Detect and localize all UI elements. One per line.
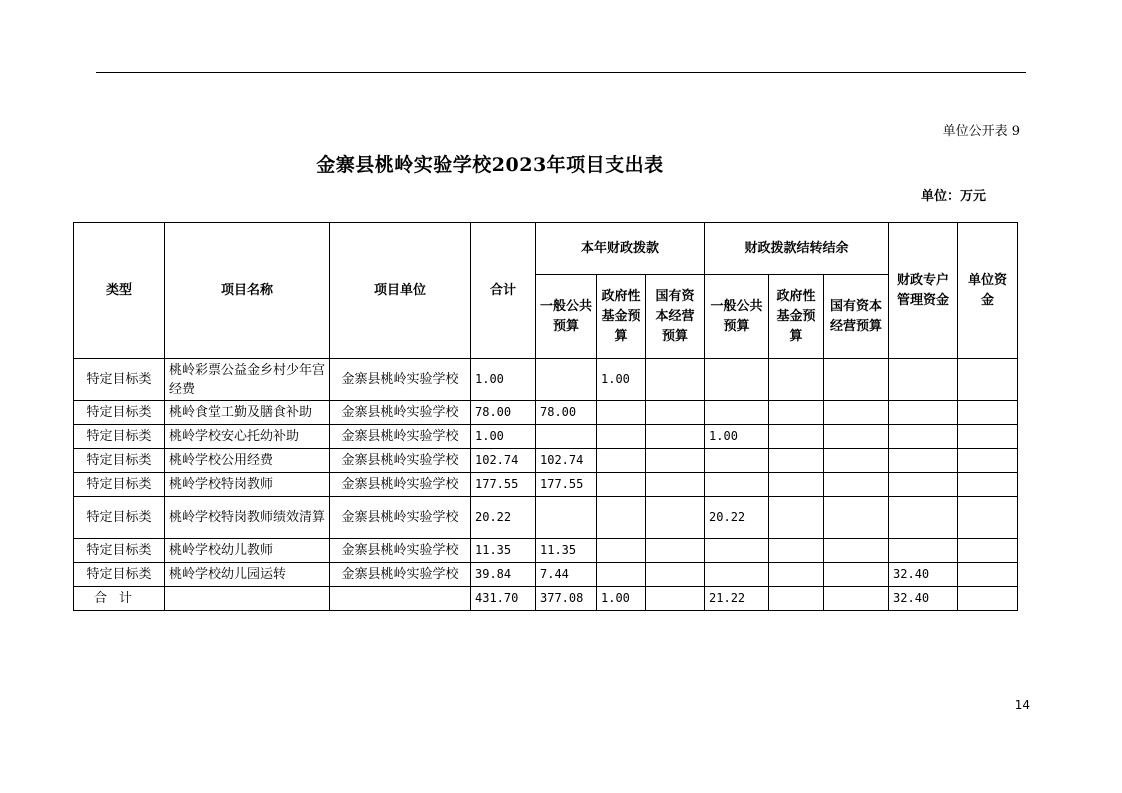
- cell-carry-gov-fund: [769, 425, 824, 449]
- header-rule: [96, 72, 1026, 73]
- header-project-unit: 项目单位: [330, 223, 471, 359]
- cell-carry-general: 20.22: [705, 497, 769, 539]
- cell-carry-general: [705, 563, 769, 587]
- total-cell-special-fund: 32.40: [889, 587, 958, 611]
- cell-gov-fund: [597, 539, 646, 563]
- header-carry-gov-fund-budget: 政府性基金预算: [769, 275, 824, 359]
- cell-type: 特定目标类: [74, 563, 165, 587]
- cell-total: 78.00: [471, 401, 536, 425]
- cell-project-unit: 金寨县桃岭实验学校: [330, 473, 471, 497]
- cell-project-name: 桃岭学校安心托幼补助: [165, 425, 330, 449]
- cell-carry-gov-fund: [769, 473, 824, 497]
- cell-carry-state-capital: [824, 497, 889, 539]
- cell-total: 102.74: [471, 449, 536, 473]
- cell-unit-fund: [958, 563, 1018, 587]
- cell-project-unit: [330, 587, 471, 611]
- cell-state-capital: [646, 563, 705, 587]
- cell-special-fund: [889, 473, 958, 497]
- cell-gov-fund: [597, 425, 646, 449]
- cell-project-name: 桃岭彩票公益金乡村少年宫经费: [165, 359, 330, 401]
- cell-total: 177.55: [471, 473, 536, 497]
- cell-general: [536, 425, 597, 449]
- total-cell-general: 377.08: [536, 587, 597, 611]
- cell-type: 特定目标类: [74, 497, 165, 539]
- cell-project-name: 桃岭食堂工勤及膳食补助: [165, 401, 330, 425]
- cell-project-unit: 金寨县桃岭实验学校: [330, 401, 471, 425]
- table-row: [74, 425, 1018, 449]
- total-cell-carry-general: 21.22: [705, 587, 769, 611]
- cell-project-name: 桃岭学校公用经费: [165, 449, 330, 473]
- header-carry-state-capital-budget: 国有资本经营预算: [824, 275, 889, 359]
- header-total: 合计: [471, 223, 536, 359]
- cell-type: 特定目标类: [74, 359, 165, 401]
- total-cell-carry-state-capital: [824, 587, 889, 611]
- cell-gov-fund: [597, 563, 646, 587]
- header-carryover-group: 财政拨款结转结余: [705, 223, 889, 275]
- header-gov-fund-budget: 政府性基金预算: [597, 275, 646, 359]
- cell-type: 特定目标类: [74, 473, 165, 497]
- total-label: 合计: [74, 587, 165, 611]
- header-unit-fund: 单位资金: [958, 223, 1018, 359]
- cell-general: [536, 359, 597, 401]
- header-special-fund: 财政专户管理资金: [889, 223, 958, 359]
- table-row: [74, 401, 1018, 425]
- page-number: 14: [1014, 698, 1030, 712]
- cell-project-unit: 金寨县桃岭实验学校: [330, 539, 471, 563]
- cell-state-capital: [646, 401, 705, 425]
- cell-state-capital: [646, 473, 705, 497]
- form-code: 单位公开表 9: [942, 124, 1020, 139]
- cell-gov-fund: 1.00: [597, 359, 646, 401]
- table-row: [74, 563, 1018, 587]
- cell-total: 1.00: [471, 425, 536, 449]
- cell-carry-general: [705, 359, 769, 401]
- cell-special-fund: [889, 359, 958, 401]
- total-cell-unit-fund: [958, 587, 1018, 611]
- cell-state-capital: [646, 497, 705, 539]
- cell-type: 特定目标类: [74, 401, 165, 425]
- cell-carry-state-capital: [824, 359, 889, 401]
- page-title: 金寨县桃岭实验学校2023年项目支出表: [316, 154, 664, 176]
- cell-gov-fund: [597, 401, 646, 425]
- cell-special-fund: 32.40: [889, 563, 958, 587]
- cell-project-name: 桃岭学校特岗教师: [165, 473, 330, 497]
- cell-unit-fund: [958, 359, 1018, 401]
- cell-unit-fund: [958, 473, 1018, 497]
- cell-carry-state-capital: [824, 449, 889, 473]
- unit-label: 单位：万元: [920, 189, 986, 204]
- total-row: [74, 587, 1018, 611]
- cell-carry-general: [705, 473, 769, 497]
- header-type: 类型: [74, 223, 165, 359]
- cell-special-fund: [889, 497, 958, 539]
- cell-carry-gov-fund: [769, 539, 824, 563]
- cell-state-capital: [646, 359, 705, 401]
- cell-type: 特定目标类: [74, 425, 165, 449]
- cell-special-fund: [889, 449, 958, 473]
- cell-carry-gov-fund: [769, 563, 824, 587]
- header-row-1: [74, 223, 1018, 275]
- cell-carry-gov-fund: [769, 401, 824, 425]
- cell-carry-general: [705, 401, 769, 425]
- cell-unit-fund: [958, 449, 1018, 473]
- cell-project-unit: 金寨县桃岭实验学校: [330, 425, 471, 449]
- cell-project-name: 桃岭学校幼儿教师: [165, 539, 330, 563]
- cell-general: 102.74: [536, 449, 597, 473]
- cell-state-capital: [646, 539, 705, 563]
- cell-total: 39.84: [471, 563, 536, 587]
- total-cell-total: 431.70: [471, 587, 536, 611]
- cell-carry-general: [705, 449, 769, 473]
- cell-project-unit: 金寨县桃岭实验学校: [330, 497, 471, 539]
- cell-carry-gov-fund: [769, 449, 824, 473]
- total-cell-state-capital: [646, 587, 705, 611]
- cell-special-fund: [889, 425, 958, 449]
- cell-project-name: 桃岭学校特岗教师绩效清算: [165, 497, 330, 539]
- cell-gov-fund: [597, 497, 646, 539]
- project-expenditure-table: [73, 222, 1018, 611]
- cell-carry-state-capital: [824, 473, 889, 497]
- cell-project-unit: 金寨县桃岭实验学校: [330, 359, 471, 401]
- cell-total: 11.35: [471, 539, 536, 563]
- cell-general: 78.00: [536, 401, 597, 425]
- cell-carry-state-capital: [824, 563, 889, 587]
- cell-unit-fund: [958, 401, 1018, 425]
- table-row: [74, 497, 1018, 539]
- cell-carry-gov-fund: [769, 497, 824, 539]
- header-project-name: 项目名称: [165, 223, 330, 359]
- cell-project-name: 桃岭学校幼儿园运转: [165, 563, 330, 587]
- total-cell-gov-fund: 1.00: [597, 587, 646, 611]
- cell-project-name: [165, 587, 330, 611]
- table-row: [74, 359, 1018, 401]
- cell-state-capital: [646, 425, 705, 449]
- cell-carry-state-capital: [824, 539, 889, 563]
- header-general-budget: 一般公共预算: [536, 275, 597, 359]
- header-carry-general-budget: 一般公共预算: [705, 275, 769, 359]
- cell-general: 11.35: [536, 539, 597, 563]
- cell-project-unit: 金寨县桃岭实验学校: [330, 563, 471, 587]
- table-row: [74, 449, 1018, 473]
- cell-gov-fund: [597, 473, 646, 497]
- cell-carry-state-capital: [824, 425, 889, 449]
- cell-special-fund: [889, 401, 958, 425]
- cell-project-unit: 金寨县桃岭实验学校: [330, 449, 471, 473]
- header-current-year-group: 本年财政拨款: [536, 223, 705, 275]
- cell-unit-fund: [958, 425, 1018, 449]
- table-row: [74, 539, 1018, 563]
- cell-special-fund: [889, 539, 958, 563]
- cell-state-capital: [646, 449, 705, 473]
- cell-unit-fund: [958, 539, 1018, 563]
- cell-type: 特定目标类: [74, 539, 165, 563]
- cell-unit-fund: [958, 497, 1018, 539]
- cell-carry-general: 1.00: [705, 425, 769, 449]
- total-cell-carry-gov-fund: [769, 587, 824, 611]
- cell-type: 特定目标类: [74, 449, 165, 473]
- cell-general: [536, 497, 597, 539]
- cell-total: 1.00: [471, 359, 536, 401]
- cell-carry-state-capital: [824, 401, 889, 425]
- cell-total: 20.22: [471, 497, 536, 539]
- cell-carry-gov-fund: [769, 359, 824, 401]
- header-state-capital-budget: 国有资本经营预算: [646, 275, 705, 359]
- cell-carry-general: [705, 539, 769, 563]
- cell-general: 7.44: [536, 563, 597, 587]
- cell-gov-fund: [597, 449, 646, 473]
- cell-general: 177.55: [536, 473, 597, 497]
- table-row: [74, 473, 1018, 497]
